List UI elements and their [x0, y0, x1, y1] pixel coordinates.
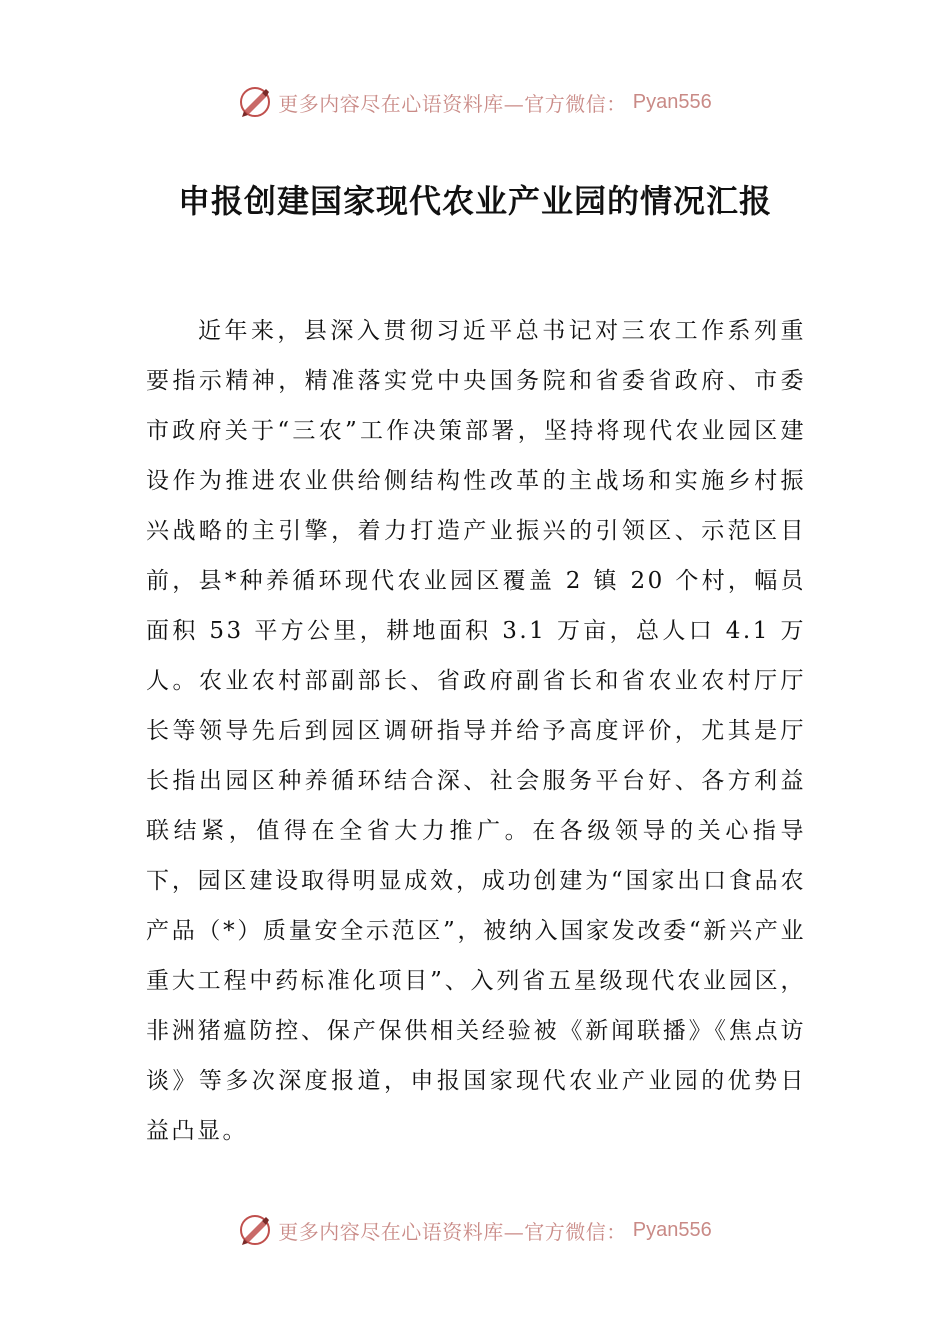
- header-watermark: [0, 82, 950, 122]
- pen-logo-icon: [238, 85, 272, 119]
- pen-logo-icon: [238, 1213, 272, 1247]
- body-paragraph: 近年来，县深入贯彻习近平总书记对三农工作系列重要指示精神，精准落实党中央国务院和省委省政府、市委市政府关于“三农”工作决策部署，坚持将现代农业园区建设作为推进农业供给侧结构性改革的主战场和实施乡村振兴战略的主引擎，着力打造产业振兴的引领区、示范区目前，县*种养循环现代农业园区覆盖 2 镇 20 个村，幅员面积 53 平方公里，耕地面积 3.1 万亩，总人口 4.1 万人。农业农村部副部长、省政府副省长和省农业农村厅厅长等领导先后到园区调研指导并给予高度评价，尤其是厅长指出园区种养循环结合深、社会服务平台好、各方利益联结紧，值得在全省大力推广。在各级领导的关心指导下，园区建设取得明显成效，成功创建为“国家出口食品农产品（*）质量安全示范区”，被纳入国家发改委“新兴产业重大工程中药标准化项目”、入列省五星级现代农业园区，非洲猪瘟防控、保产保供相关经验被《新闻联播》《焦点访谈》等多次深度报道，申报国家现代农业产业园的优势日益凸显。: [146, 318, 806, 1144]
- watermark-wechat-id: Pyan556: [632, 90, 712, 113]
- watermark-wechat-id: Pyan556: [632, 1218, 712, 1241]
- watermark-text: 更多内容尽在心语资料库—官方微信：: [278, 1219, 627, 1244]
- document-title: 申报创建国家现代农业产业园的情况汇报: [177, 182, 772, 220]
- footer-watermark: [0, 1210, 950, 1250]
- watermark-text: 更多内容尽在心语资料库—官方微信：: [278, 91, 627, 116]
